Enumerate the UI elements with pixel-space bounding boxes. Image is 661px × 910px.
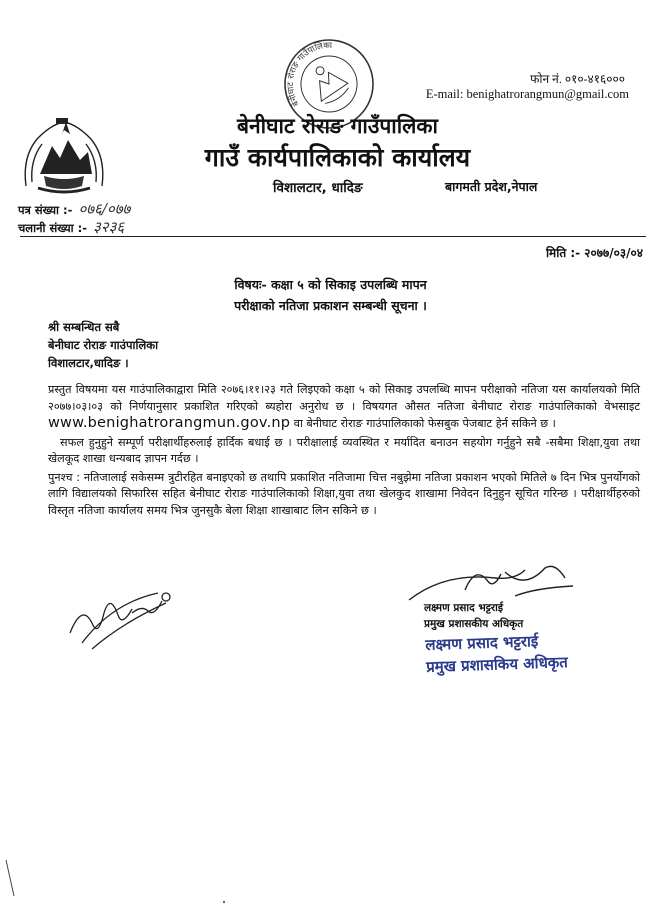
scan-dot-mark [220,898,228,906]
office-name: गाउँ कार्यपालिकाको कार्यालय [204,143,471,172]
body-paragraph-1-text-end: वा बेनीघाट रोराङ गाउंपालिकाको फेसबुक पेजबाट हेर्न सकिने छ । [293,417,556,430]
header-divider [20,236,646,237]
recipient-block [48,318,158,372]
body-paragraph-2: सफल हुनुहुने सम्पूर्ण परीक्षार्थीहरुलाई हार्दिक बधाई छ । परीक्षालाई व्यवस्थित र मर्यादित बनाउन सहयोग गर्नुहुने सबै -सबैमा शिक्षा,युवा तथा खेलकूद शाखा धन्यबाद ज्ञापन गर्दछ । [48,435,640,465]
handwritten-initial-signature [62,583,182,653]
signatory-typed [424,600,523,632]
signatory-name: लक्ष्मण प्रसाद भट्टराई [424,602,504,614]
letter-number-value: ०७६/०७७ [78,200,131,218]
stamp-name: लक्ष्मण प्रसाद भट्टराई [425,632,539,654]
office-address: विशालटार, धादिङ [273,180,363,196]
dispatch-number-label: चलानी संख्या :- [18,221,87,235]
seal-emblem-icon [305,58,352,107]
body-paragraph-1-text: प्रस्तुत विषयमा यस गाउंपालिकाद्वारा मिति २०७६।११।२३ गते लिइएको कक्षा ५ को सिकाइ उपलब्धि मापन परीक्षाको नतिजा यस कार्यालयको मिति २०७७।०३।०३ को निर्णयानुसार प्रकाशित गरिएको ब्यहोरा अनुरोध छ । विषयगत औसत नतिजा बेनीघाट रोराङ गाउंपालिकाको वेभसाइट [48,383,640,413]
website-url: www.benighatrorangmun.gov.np [48,415,291,431]
body-paragraph-1 [48,382,640,433]
body-paragraph-3: पुनश्च : नतिजालाई सकेसम्म त्रुटीरहित बनाइएको छ तथापि प्रकाशित नतिजामा चित्त नबुझेमा नतिजा प्रकाशन भएको मितिले ७ दिन भित्र पुनर्योगको लागि विद्यालयको सिफारिस सहित बेनीघाट रोराङ गाउंपालिकाको शिक्षा,युवा तथा खेलकुद शाखामा निवेदन दिनुहुन सूचित गरिन्छ । परीक्षार्थीहरुको विस्तृत नतिजा कार्यालय समय भित्र जुनसुकै बेला शिक्षा शाखाबाट लिन सकिने छ । [48,470,640,517]
email-address: E-mail: benighatrorangmun@gmail.com [425,87,629,101]
office-province: बागमती प्रदेश,नेपाल [445,179,538,194]
municipality-name: बेनीघाट रोराङ गाउँपालिका [237,114,438,138]
subject [0,274,661,316]
dispatch-number-value: ३२३६ [92,218,125,236]
letter-body [48,382,640,521]
recipient-line-2: बेनीघाट रोराङ गाउंपालिका [48,338,159,352]
letter-number-label: पत्र संख्या :- [18,203,73,217]
subject-line-2: परीक्षाको नतिजा प्रकाशन सम्बन्धी सूचना । [234,298,427,313]
letter-date: मिति :- २०७७/०३/०४ [545,246,643,260]
signatory-title: प्रमुख प्रशासकीय अधिकृत [424,618,524,630]
recipient-line-1: श्री सम्बन्धित सबै [48,320,120,334]
seal-arc-text: बेनीघाट रोराङ गाउँपालिका [285,40,333,108]
scan-margin-mark [4,858,16,898]
phone-number: फोन नं. ०१०-४१६००० [530,72,625,86]
recipient-line-3: विशालटार,धादिङ । [48,356,129,370]
subject-line-1: विषयः- कक्षा ५ को सिकाइ उपलब्धि मापन [234,277,427,292]
dispatch-number [18,217,124,237]
signatory-name-stamp [425,629,568,678]
stamp-title: प्रमुख प्रशासकिय अधिकृत [425,653,569,676]
letter-number [18,199,130,219]
